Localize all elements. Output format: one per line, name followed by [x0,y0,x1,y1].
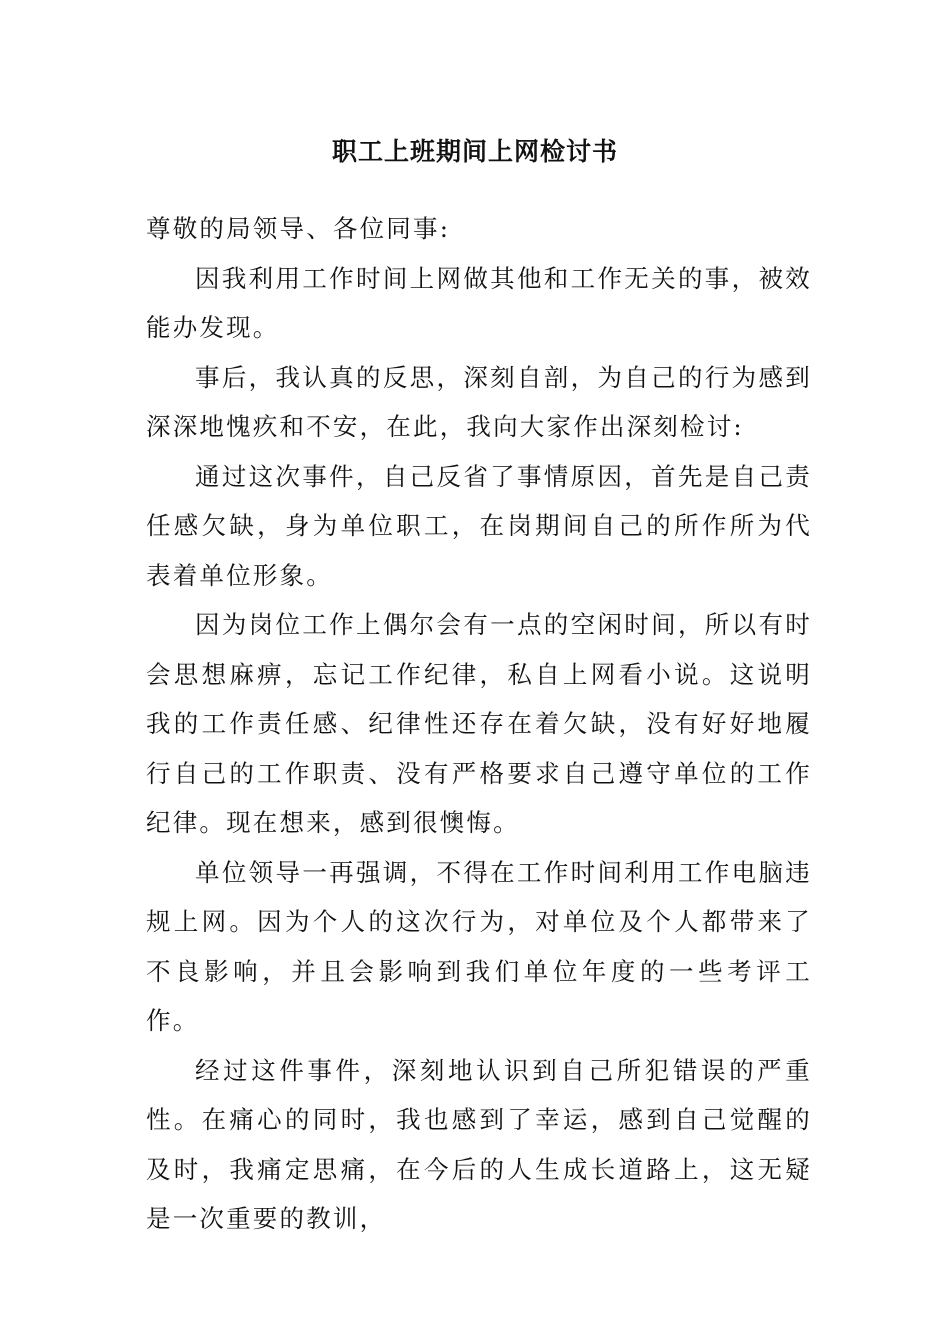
paragraph-4: 因为岗位工作上偶尔会有一点的空闲时间，所以有时会思想麻痹，忘记工作纪律，私自上网看小说。这说明我的工作责任感、纪律性还存在着欠缺，没有好好地履行自己的工作职责、没有严格要求自己遵守单位的工作纪律。现在想来，感到很懊悔。 [146,610,812,837]
paragraph-3: 通过这次事件，自己反省了事情原因，首先是自己责任感欠缺，身为单位职工，在岗期间自己的所作所为代表着单位形象。 [146,461,812,590]
salutation: 尊敬的局领导、各位同事: [146,214,451,243]
document-body [146,204,812,1244]
paragraph-5: 单位领导一再强调，不得在工作时间利用工作电脑违规上网。因为个人的这次行为，对单位及个人都带来了不良影响，并且会影响到我们单位年度的一些考评工作。 [146,857,812,1035]
paragraph-2: 事后，我认真的反思，深刻自剖，为自己的行为感到深深地愧疚和不安，在此，我向大家作出深刻检讨: [146,362,812,441]
paragraph-1: 因我利用工作时间上网做其他和工作无关的事，被效能办发现。 [146,263,812,342]
paragraph-6: 经过这件事件，深刻地认识到自己所犯错误的严重性。在痛心的同时，我也感到了幸运，感到自己觉醒的及时，我痛定思痛，在今后的人生成长道路上，这无疑是一次重要的教训， [146,1055,812,1233]
document-title: 职工上班期间上网检讨书 [331,137,618,166]
